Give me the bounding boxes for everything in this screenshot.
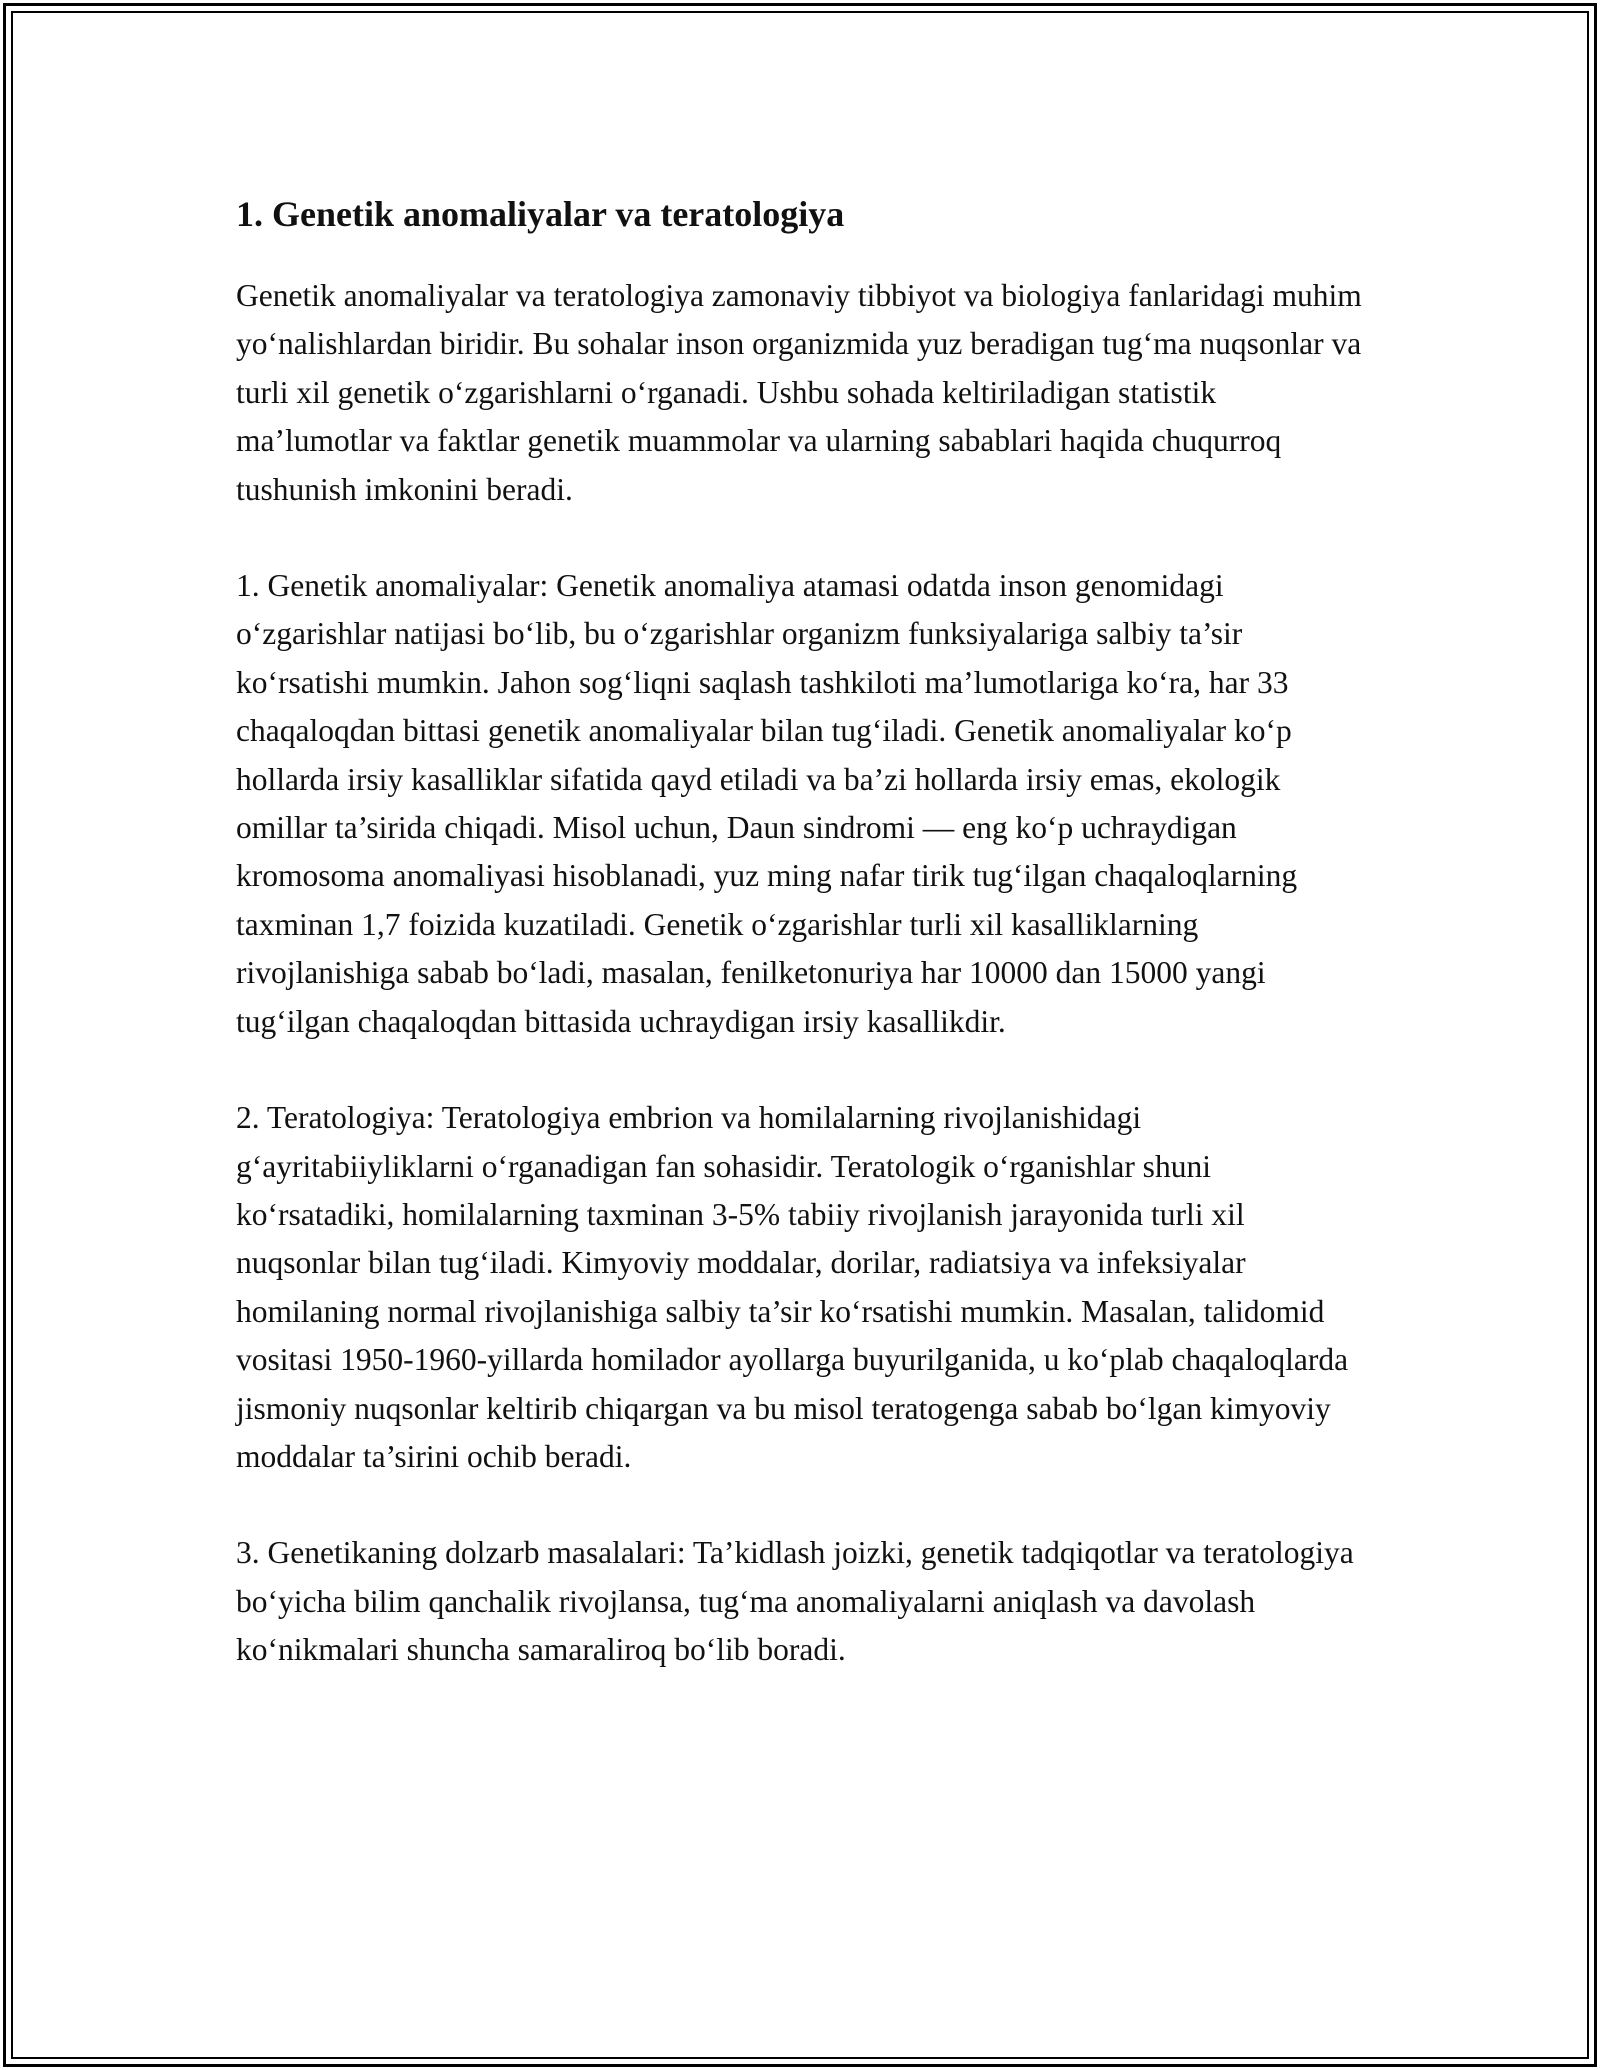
document-title: 1. Genetik anomaliyalar va teratologiya [236,194,845,234]
teratology-paragraph: 2. Teratologiya: Teratologiya embrion va homilalarning rivojlanishidagi g‘ayritabiiyliklarni o‘rganadigan fan sohasidir. Teratologik o‘rganishlar shuni ko‘rsatadiki, homilalarning taxminan 3-5% tabiiy rivojlanish jarayonida turli xil nuqsonlar bilan tug‘iladi. Kimyoviy moddalar, dorilar, radiatsiya va infeksiyalar homilaning normal rivojlanishiga salbiy ta’sir ko‘rsatishi mumkin. Masalan, talidomid vositasi 1950-1960-yillarda homilador ayollarga buyurilganida, u ko‘plab chaqaloqlarda jismoniy nuqsonlar keltirib chiqargan va bu misol teratogenga sabab bo‘lgan kimyoviy moddalar ta’sirini ochib beradi. [236,1100,1349,1474]
genetics-issues-paragraph: 3. Genetikaning dolzarb masalalari: Ta’kidlash joizki, genetik tadqiqotlar va teratologiya bo‘yicha bilim qanchalik rivojlansa, tug‘ma anomaliyalarni aniqlash va davolash ko‘nikmalari shuncha samaraliroq bo‘lib boradi. [236,1535,1354,1668]
document-body [236,186,1366,1723]
genetic-anomalies-paragraph: 1. Genetik anomaliyalar: Genetik anomaliya atamasi odatda inson genomidagi o‘zgarishlar natijasi bo‘lib, bu o‘zgarishlar organizm funksiyalariga salbiy ta’sir ko‘rsatishi mumkin. Jahon sog‘liqni saqlash tashkiloti ma’lumotlariga ko‘ra, har 33 chaqaloqdan bittasi genetik anomaliyalar bilan tug‘iladi. Genetik anomaliyalar ko‘p hollarda irsiy kasalliklar sifatida qayd etiladi va ba’zi hollarda irsiy emas, ekologik omillar ta’sirida chiqadi. Misol uchun, Daun sindromi — eng ko‘p uchraydigan kromosoma anomaliyasi hisoblanadi, yuz ming nafar tirik tug‘ilgan chaqaloqlarning taxminan 1,7 foizida kuzatiladi. Genetik o‘zgarishlar turli xil kasalliklarning rivojlanishiga sabab bo‘ladi, masalan, fenilketonuriya har 10000 dan 15000 yangi tug‘ilgan chaqaloqdan bittasida uchraydigan irsiy kasallikdir. [236,568,1298,1039]
intro-paragraph: Genetik anomaliyalar va teratologiya zamonaviy tibbiyot va biologiya fanlaridagi muhim yo‘nalishlardan biridir. Bu sohalar inson organizmida yuz beradigan tug‘ma nuqsonlar va turli xil genetik o‘zgarishlarni o‘rganadi. Ushbu sohada keltiriladigan statistik ma’lumotlar va faktlar genetik muammolar va ularning sabablari haqida chuqurroq tushunish imkonini beradi. [236,278,1362,507]
